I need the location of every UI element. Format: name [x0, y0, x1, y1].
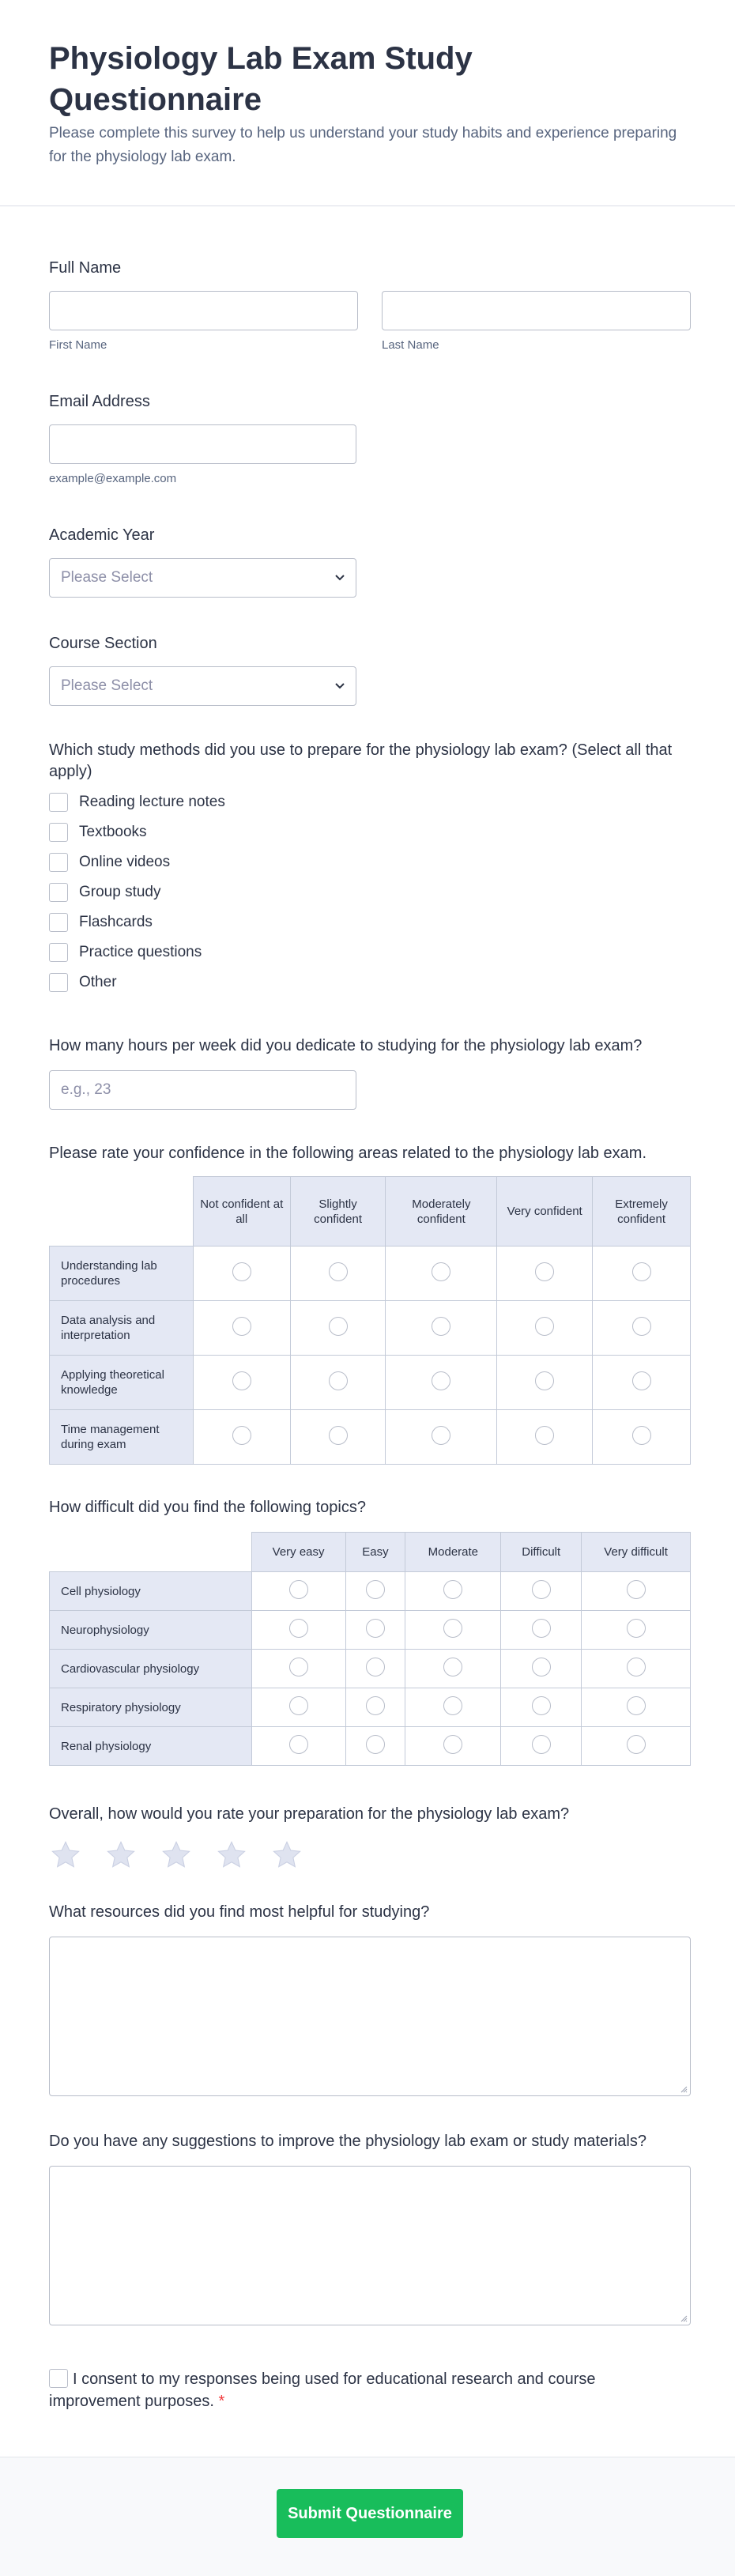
radio-button[interactable] [535, 1262, 554, 1281]
radio-button[interactable] [443, 1658, 462, 1676]
checkbox-option[interactable] [49, 817, 691, 847]
radio-button[interactable] [632, 1426, 651, 1445]
consent-field [49, 2368, 602, 2412]
checkbox-label: Other [79, 974, 117, 990]
radio-button[interactable] [443, 1696, 462, 1715]
radio-button[interactable] [535, 1426, 554, 1445]
study-methods-field [49, 740, 691, 998]
email-field [49, 391, 691, 485]
matrix-row-header: Cell physiology [50, 1572, 252, 1611]
matrix-column-header: Very easy [251, 1533, 345, 1572]
matrix-row-header: Respiratory physiology [50, 1688, 252, 1727]
checkbox-option[interactable] [49, 877, 691, 907]
star-icon[interactable] [104, 1839, 138, 1872]
academic-year-label: Academic Year [49, 526, 155, 544]
chevron-down-icon [334, 679, 346, 692]
checkbox[interactable] [49, 943, 68, 962]
matrix-column-header: Very difficult [582, 1533, 691, 1572]
radio-button[interactable] [232, 1371, 251, 1390]
radio-button[interactable] [627, 1735, 646, 1754]
radio-button[interactable] [532, 1696, 551, 1715]
radio-button[interactable] [535, 1317, 554, 1336]
radio-button[interactable] [443, 1580, 462, 1599]
consent-text: I consent to my responses being used for educational research and course improvement purposes. [49, 2370, 596, 2410]
table-row [50, 1301, 691, 1356]
resources-label: What resources did you find most helpful for studying? [49, 1903, 430, 1921]
star-icon[interactable] [215, 1839, 248, 1872]
matrix-column-header: Difficult [501, 1533, 582, 1572]
rating-label: Overall, how would you rate your preparation for the physiology lab exam? [49, 1805, 570, 1823]
table-row [50, 1650, 691, 1688]
page-subtitle: Please complete this survey to help us understand your study habits and experience preparing for the physiology lab exam. [49, 125, 677, 165]
radio-button[interactable] [232, 1262, 251, 1281]
checkbox-label: Online videos [79, 854, 171, 870]
checkbox-label: Group study [79, 884, 161, 900]
star-rating [49, 1839, 691, 1872]
suggestions-field [49, 2131, 691, 2325]
academic-year-select[interactable] [49, 558, 356, 598]
checkbox[interactable] [49, 913, 68, 932]
radio-button[interactable] [289, 1696, 308, 1715]
matrix-row-header: Understanding lab procedures [50, 1247, 194, 1301]
radio-button[interactable] [329, 1371, 348, 1390]
consent-checkbox[interactable] [49, 2369, 68, 2388]
first-name-sublabel: First Name [49, 338, 107, 352]
matrix-row-header: Neurophysiology [50, 1611, 252, 1650]
radio-button[interactable] [366, 1580, 385, 1599]
checkbox-label: Flashcards [79, 914, 153, 930]
confidence-matrix [49, 1176, 691, 1465]
checkbox[interactable] [49, 973, 68, 992]
resize-handle-icon[interactable] [680, 2085, 688, 2093]
radio-button[interactable] [627, 1658, 646, 1676]
star-icon[interactable] [270, 1839, 303, 1872]
checkbox-option[interactable] [49, 847, 691, 877]
matrix-column-header: Moderately confident [386, 1177, 497, 1247]
matrix-column-header: Not confident at all [193, 1177, 290, 1247]
checkbox[interactable] [49, 823, 68, 842]
matrix-corner [50, 1533, 252, 1572]
radio-button[interactable] [289, 1619, 308, 1638]
matrix-column-header: Very confident [497, 1177, 593, 1247]
radio-button[interactable] [289, 1735, 308, 1754]
form-header [0, 0, 735, 206]
confidence-label: Please rate your confidence in the following areas related to the physiology lab exam. [49, 1145, 647, 1162]
matrix-column-header: Extremely confident [593, 1177, 691, 1247]
last-name-input[interactable] [382, 291, 691, 330]
email-label: Email Address [49, 393, 150, 410]
difficulty-field [49, 1497, 691, 1518]
radio-button[interactable] [627, 1619, 646, 1638]
matrix-row-header: Applying theoretical knowledge [50, 1356, 194, 1410]
table-row [50, 1572, 691, 1611]
radio-button[interactable] [329, 1317, 348, 1336]
matrix-column-header: Slightly confident [290, 1177, 386, 1247]
study-methods-label: Which study methods did you use to prepare for the physiology lab exam? (Select all that apply) [49, 741, 673, 780]
table-row [50, 1727, 691, 1766]
radio-button[interactable] [532, 1658, 551, 1676]
radio-button[interactable] [532, 1619, 551, 1638]
radio-button[interactable] [432, 1317, 450, 1336]
checkbox-label: Practice questions [79, 944, 202, 960]
email-input[interactable] [49, 424, 356, 464]
radio-button[interactable] [329, 1262, 348, 1281]
confidence-field [49, 1143, 691, 1164]
radio-button[interactable] [432, 1371, 450, 1390]
matrix-row-header: Renal physiology [50, 1727, 252, 1766]
radio-button[interactable] [289, 1580, 308, 1599]
radio-button[interactable] [443, 1619, 462, 1638]
checkbox-option[interactable] [49, 787, 691, 817]
study-methods-options [49, 787, 691, 998]
radio-button[interactable] [232, 1426, 251, 1445]
radio-button[interactable] [232, 1317, 251, 1336]
table-row [50, 1611, 691, 1650]
matrix-row-header: Data analysis and interpretation [50, 1301, 194, 1356]
radio-button[interactable] [329, 1426, 348, 1445]
checkbox-option[interactable] [49, 937, 691, 967]
radio-button[interactable] [632, 1371, 651, 1390]
radio-button[interactable] [366, 1696, 385, 1715]
course-section-select[interactable] [49, 666, 356, 706]
table-row [50, 1247, 691, 1301]
page-title: Physiology Lab Exam Study Questionnaire [49, 41, 473, 117]
checkbox-option[interactable] [49, 907, 691, 937]
submit-button[interactable]: Submit Questionnaire [277, 2489, 463, 2538]
chevron-down-icon [334, 571, 346, 583]
radio-button[interactable] [366, 1735, 385, 1754]
checkbox[interactable] [49, 853, 68, 872]
radio-button[interactable] [632, 1262, 651, 1281]
suggestions-label: Do you have any suggestions to improve the physiology lab exam or study materials? [49, 2133, 646, 2150]
resources-textarea[interactable] [49, 1937, 691, 2096]
full-name-label: Full Name [49, 259, 122, 277]
full-name-field [49, 258, 691, 352]
hours-field [49, 1035, 691, 1110]
checkbox-label: Textbooks [79, 824, 147, 840]
resources-field [49, 1902, 691, 2096]
matrix-corner [50, 1177, 194, 1247]
first-name-input[interactable] [49, 291, 358, 330]
table-row [50, 1410, 691, 1465]
table-row [50, 1356, 691, 1410]
radio-button[interactable] [443, 1735, 462, 1754]
radio-button[interactable] [627, 1580, 646, 1599]
rating-field [49, 1804, 691, 1872]
radio-button[interactable] [432, 1262, 450, 1281]
form-footer [0, 2457, 735, 2576]
difficulty-matrix [49, 1532, 691, 1766]
star-icon[interactable] [49, 1839, 82, 1872]
suggestions-textarea[interactable] [49, 2166, 691, 2325]
table-row [50, 1688, 691, 1727]
course-section-placeholder: Please Select [61, 677, 153, 694]
radio-button[interactable] [532, 1580, 551, 1599]
checkbox-option[interactable] [49, 967, 691, 998]
academic-year-placeholder: Please Select [61, 569, 153, 586]
matrix-row-header: Cardiovascular physiology [50, 1650, 252, 1688]
last-name-sublabel: Last Name [382, 338, 439, 352]
radio-button[interactable] [535, 1371, 554, 1390]
radio-button[interactable] [632, 1317, 651, 1336]
radio-button[interactable] [627, 1696, 646, 1715]
checkbox[interactable] [49, 883, 68, 902]
radio-button[interactable] [366, 1658, 385, 1676]
email-sublabel: example@example.com [49, 472, 177, 485]
matrix-column-header: Easy [345, 1533, 405, 1572]
radio-button[interactable] [289, 1658, 308, 1676]
course-section-label: Course Section [49, 635, 157, 652]
matrix-column-header: Moderate [405, 1533, 501, 1572]
checkbox[interactable] [49, 793, 68, 812]
matrix-row-header: Time management during exam [50, 1410, 194, 1465]
radio-button[interactable] [366, 1619, 385, 1638]
radio-button[interactable] [532, 1735, 551, 1754]
required-asterisk: * [218, 2393, 225, 2410]
star-icon[interactable] [160, 1839, 193, 1872]
course-section-field [49, 633, 691, 706]
resize-handle-icon[interactable] [680, 2314, 688, 2322]
hours-label: How many hours per week did you dedicate to studying for the physiology lab exam? [49, 1037, 643, 1054]
consent-label[interactable] [49, 2368, 602, 2412]
hours-input[interactable]: e.g., 23 [49, 1070, 356, 1110]
academic-year-field [49, 525, 691, 598]
checkbox-label: Reading lecture notes [79, 794, 225, 810]
difficulty-label: How difficult did you find the following topics? [49, 1499, 366, 1516]
radio-button[interactable] [432, 1426, 450, 1445]
